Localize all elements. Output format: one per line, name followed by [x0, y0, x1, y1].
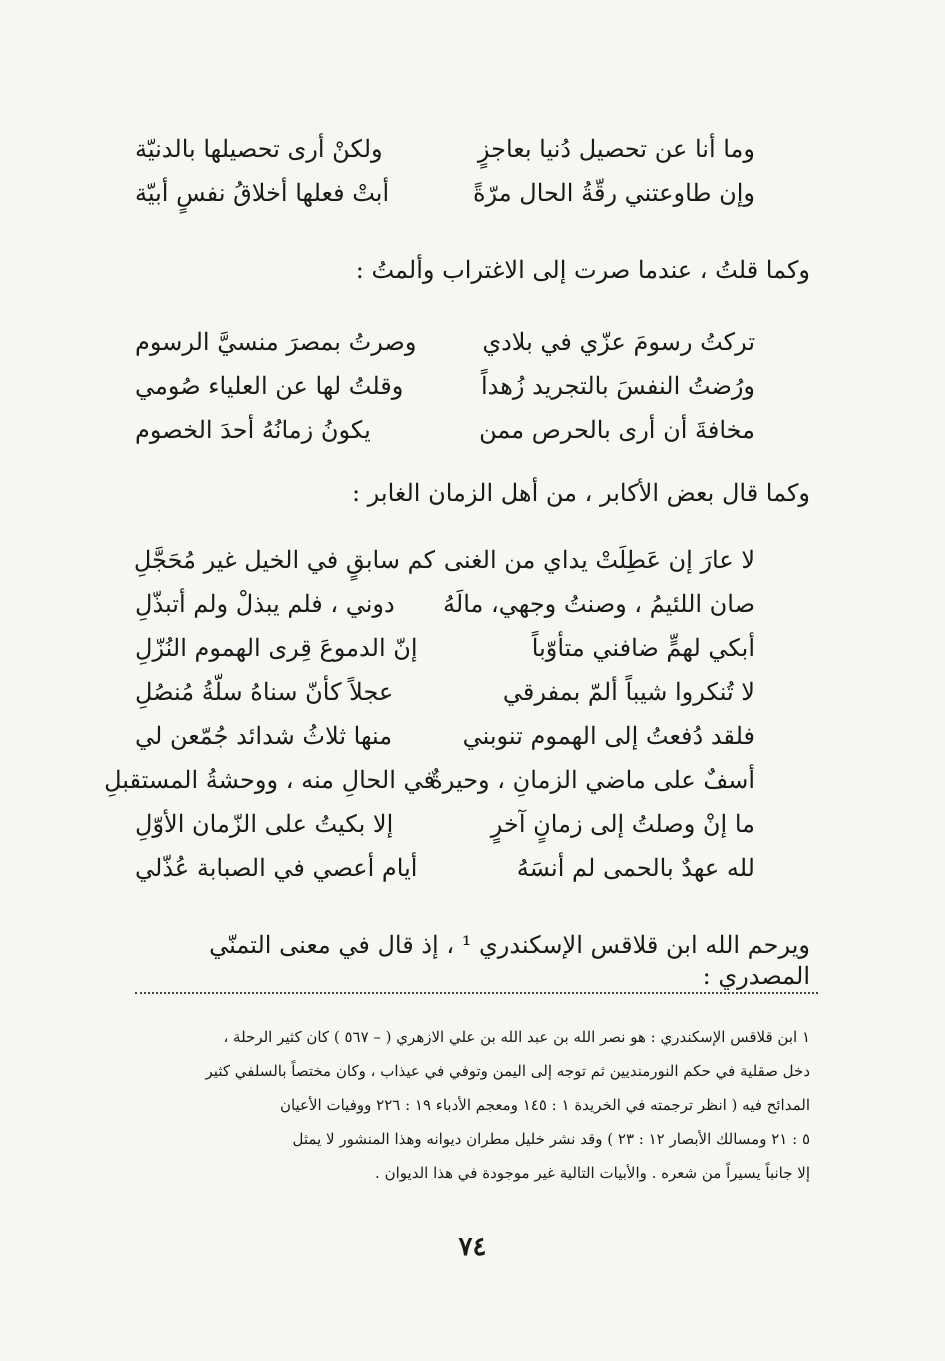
- verse-hemistich-second: أبتْ فعلها أخلاقُ نفسٍ أبيّة: [135, 179, 390, 207]
- verse-line: [135, 127, 755, 171]
- verse-hemistich-second: كم سابقٍ في الخيل غير مُحَجَّلِ: [133, 546, 435, 574]
- verse-line: [135, 408, 755, 452]
- verse-line: [135, 626, 755, 670]
- footnote-line: المدائح فيه ( انظر ترجمته في الخريدة ١ : ١٤٥ ومعجم الأدباء ١٩ : ٢٢٦ ووفيات الأعيان: [279, 1096, 810, 1114]
- footnote-line: ٥ : ٢١ ومسالك الأبصار ١٢ : ٢٣ ) وقد نشر خليل مطران ديوانه وهذا المنشور لا يمثل: [292, 1130, 810, 1148]
- verse-hemistich-second: إلا بكيتُ على الزّمان الأوّلِ: [135, 810, 394, 838]
- page-number: ٧٤: [458, 1232, 487, 1262]
- verse-hemistich-second: عجلاً كأنّ سناهُ سلّةُ مُنصُلِ: [135, 678, 394, 706]
- verse-hemistich-first: لا عارَ إن عَطِلَتْ يداي من الغنى: [443, 546, 755, 574]
- prose-intro-4: ويرحم الله ابن قلاقس الإسكندري ¹ ، إذ قال في معنى التمنّي المصدري :: [209, 931, 810, 991]
- verse-hemistich-first: لله عهدٌ بالحمى لم أنسَهُ: [516, 854, 755, 882]
- footnote-line: دخل صقلية في حكم النورمنديين ثم توجه إلى اليمن وتوفي في عيذاب ، وكان مختصاً بالسلفي كثير: [205, 1062, 810, 1080]
- verse-hemistich-first: أسفٌ على ماضي الزمانِ ، وحيرةٌ: [430, 766, 755, 794]
- verse-hemistich-first: وإن طاوعتني رقّةُ الحال مرّةً: [472, 179, 755, 207]
- verse-hemistich-second: أيام أعصي في الصبابة عُذّلي: [135, 854, 418, 882]
- verse-line: [135, 802, 755, 846]
- verse-hemistich-first: أبكي لهمٍّ ضافني متأوّباً: [531, 634, 755, 662]
- stanza-2: [135, 320, 755, 452]
- footnote: [120, 1020, 810, 1190]
- verse-hemistich-second: يكونُ زمانُهُ أحدَ الخصوم: [135, 416, 371, 444]
- verse-line: [104, 758, 755, 802]
- stanza-1: [135, 127, 755, 215]
- verse-hemistich-second: منها ثلاثُ شدائد جُمّعن لي: [135, 722, 393, 750]
- verse-hemistich-second: دوني ، فلم يبذلْ ولم أتبذّلِ: [135, 590, 395, 618]
- verse-line: [135, 538, 755, 582]
- prose-intro-2: وكما قلتُ ، عندما صرت إلى الاغتراب وألمتُ :: [355, 256, 810, 284]
- verse-hemistich-first: ورُضتُ النفسَ بالتجريد زُهداً: [480, 372, 755, 400]
- verse-hemistich-second: إنّ الدموعَ قِرى الهموم النُزّلِ: [135, 634, 418, 662]
- verse-hemistich-second: وقلتُ لها عن العلياء صُومي: [135, 372, 404, 400]
- verse-hemistich-second: في الحالِ منه ، ووحشةُ المستقبلِ: [104, 766, 435, 794]
- verse-line: [135, 320, 755, 364]
- stanza-3: [104, 538, 755, 890]
- footnote-line: ١ ابن قلاقس الإسكندري : هو نصر الله بن عبد الله بن علي الازهري ( – ٥٦٧ ) كان كثير الرحلة ،: [223, 1028, 810, 1046]
- verse-line: [135, 582, 755, 626]
- verse-line: [135, 846, 755, 890]
- verse-hemistich-first: صان اللئيمُ ، وصنتُ وجهي، مالَهُ: [443, 590, 755, 618]
- verse-hemistich-first: ما إنْ وصلتُ إلى زمانٍ آخرٍ: [490, 810, 755, 838]
- prose-intro-3: وكما قال بعض الأكابر ، من أهل الزمان الغابر :: [351, 479, 810, 507]
- verse-hemistich-second: وصرتُ بمصرَ منسيَّ الرسوم: [135, 328, 417, 356]
- verse-hemistich-first: مخافةَ أن أرى بالحرص ممن: [479, 416, 755, 444]
- verse-hemistich-first: تركتُ رسومَ عزّي في بلادي: [482, 328, 755, 356]
- footnote-divider: [135, 992, 818, 994]
- footnote-line: إلا جانباً يسيراً من شعره . والأبيات التالية غير موجودة في هذا الديوان .: [375, 1164, 810, 1182]
- verse-hemistich-second: ولكنْ أرى تحصيلها بالدنيّة: [135, 135, 383, 163]
- verse-line: [135, 364, 755, 408]
- verse-hemistich-first: لا تُنكروا شيباً ألمّ بمفرقي: [502, 678, 755, 706]
- verse-hemistich-first: فلقد دُفعتُ إلى الهموم تنوبني: [462, 722, 755, 750]
- verse-line: [135, 670, 755, 714]
- verse-hemistich-first: وما أنا عن تحصيل دُنيا بعاجزٍ: [477, 135, 755, 163]
- verse-line: [135, 714, 755, 758]
- verse-line: [135, 171, 755, 215]
